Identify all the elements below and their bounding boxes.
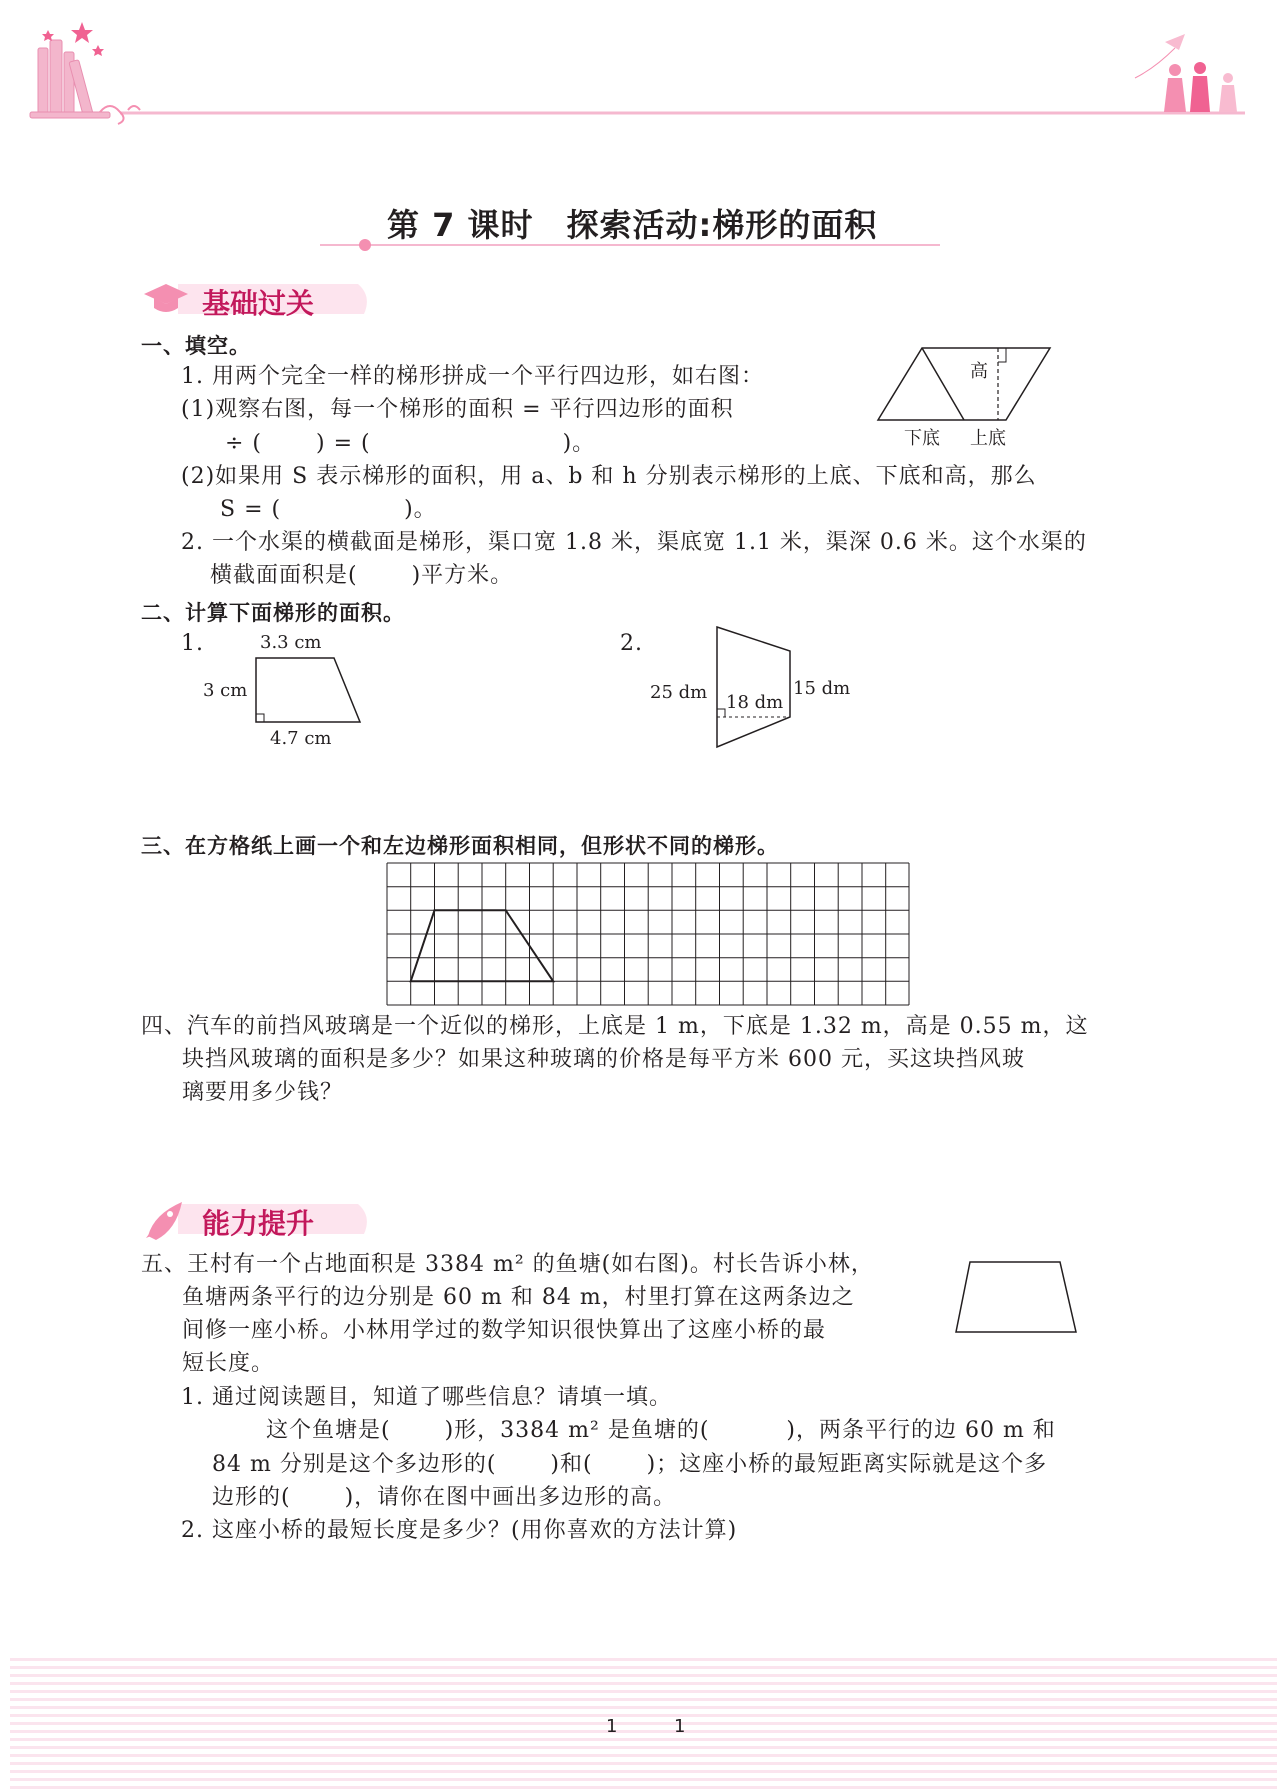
- header-decoration: [0, 0, 1287, 130]
- section5-line1: 五、王村有一个占地面积是 3384 m² 的鱼塘(如右图)。村长告诉小林，: [141, 1252, 874, 1277]
- footer-band: [10, 1658, 1277, 1789]
- section1-q1-2-line1: (2)如果用 S 表示梯形的面积，用 a、b 和 h 分别表示梯形的上底、下底和高，那么: [181, 464, 1037, 489]
- figure-top-label: 上底: [970, 428, 1006, 449]
- section1-q1-1-line2: ÷ ( ) = ( )。: [225, 431, 596, 456]
- section5-q1-line3: 边形的( )，请你在图中画出多边形的高。: [212, 1485, 677, 1510]
- section5-line2: 鱼塘两条平行的边分别是 60 m 和 84 m，村里打算在这两条边之: [182, 1285, 855, 1310]
- fig1-top-label: 3.3 cm: [260, 632, 322, 653]
- section5-line3: 间修一座小桥。小林用学过的数学知识很快算出了这座小桥的最: [182, 1318, 827, 1343]
- section1-q1-line1: 1. 用两个完全一样的梯形拼成一个平行四边形，如右图：: [181, 364, 764, 389]
- page-title: 第 7 课时 探索活动:梯形的面积: [387, 206, 878, 244]
- title-underline: [320, 238, 940, 252]
- section5-q1-title: 1. 通过阅读题目，知道了哪些信息？请填一填。: [181, 1385, 672, 1410]
- rocket-icon: [146, 1202, 182, 1240]
- grid-paper[interactable]: [386, 862, 910, 1006]
- figure-height-label: 高: [970, 361, 988, 382]
- section2-heading: 二、计算下面梯形的面积。: [141, 601, 405, 625]
- fig1-left-label: 3 cm: [203, 680, 248, 701]
- trapezoid-figure-1: [250, 650, 370, 730]
- children-kite-icon: [1135, 34, 1237, 112]
- section5-q2: 2. 这座小桥的最短长度是多少？(用你喜欢的方法计算): [181, 1518, 738, 1543]
- fig1-bottom-label: 4.7 cm: [270, 728, 332, 749]
- section4-line1: 四、汽车的前挡风玻璃是一个近似的梯形，上底是 1 m，下底是 1.32 m，高是 0.55 m，这: [141, 1014, 1089, 1039]
- section1-q2-line1: 2. 一个水渠的横截面是梯形，渠口宽 1.8 米，渠底宽 1.1 米，渠深 0.6 米。这个水渠的: [181, 530, 1087, 555]
- section1-q1-2-line2: S = ( )。: [220, 497, 437, 522]
- fig2-number: 2.: [620, 631, 643, 656]
- section5-q1-line1: 这个鱼塘是( )形，3384 m² 是鱼塘的( )，两条平行的边 60 m 和: [266, 1418, 1056, 1443]
- page-number-left: 1: [606, 1716, 618, 1737]
- section5-line4: 短长度。: [182, 1351, 275, 1376]
- page-number-right: 1: [674, 1716, 686, 1737]
- section3-heading: 三、在方格纸上画一个和左边梯形面积相同，但形状不同的梯形。: [141, 834, 779, 858]
- section1-q1-1-line1: (1)观察右图，每一个梯形的面积 = 平行四边形的面积: [181, 397, 734, 422]
- fig1-number: 1.: [181, 631, 204, 656]
- trapezoid-figure-2: [708, 620, 798, 750]
- parallelogram-figure: [870, 340, 1060, 440]
- section1-heading: 一、填空。: [141, 334, 251, 358]
- banner-advanced: 能力提升: [202, 1207, 315, 1240]
- fig2-left-label: 25 dm: [650, 682, 708, 703]
- section1-q2-line2: 横截面面积是( )平方米。: [210, 563, 514, 588]
- section4-line3: 璃要用多少钱？: [182, 1080, 344, 1105]
- section5-q1-line2: 84 m 分别是这个多边形的( )和( )；这座小桥的最短距离实际就是这个多: [212, 1452, 1048, 1477]
- section4-line2: 块挡风玻璃的面积是多少？如果这种玻璃的价格是每平方米 600 元，买这块挡风玻: [182, 1047, 1025, 1072]
- fishpond-trapezoid[interactable]: [948, 1256, 1084, 1338]
- fig2-right-label: 15 dm: [793, 678, 851, 699]
- figure-bottom-label: 下底: [904, 428, 940, 449]
- fig2-height-label: 18 dm: [726, 692, 784, 713]
- banner-basic: 基础过关: [202, 287, 315, 320]
